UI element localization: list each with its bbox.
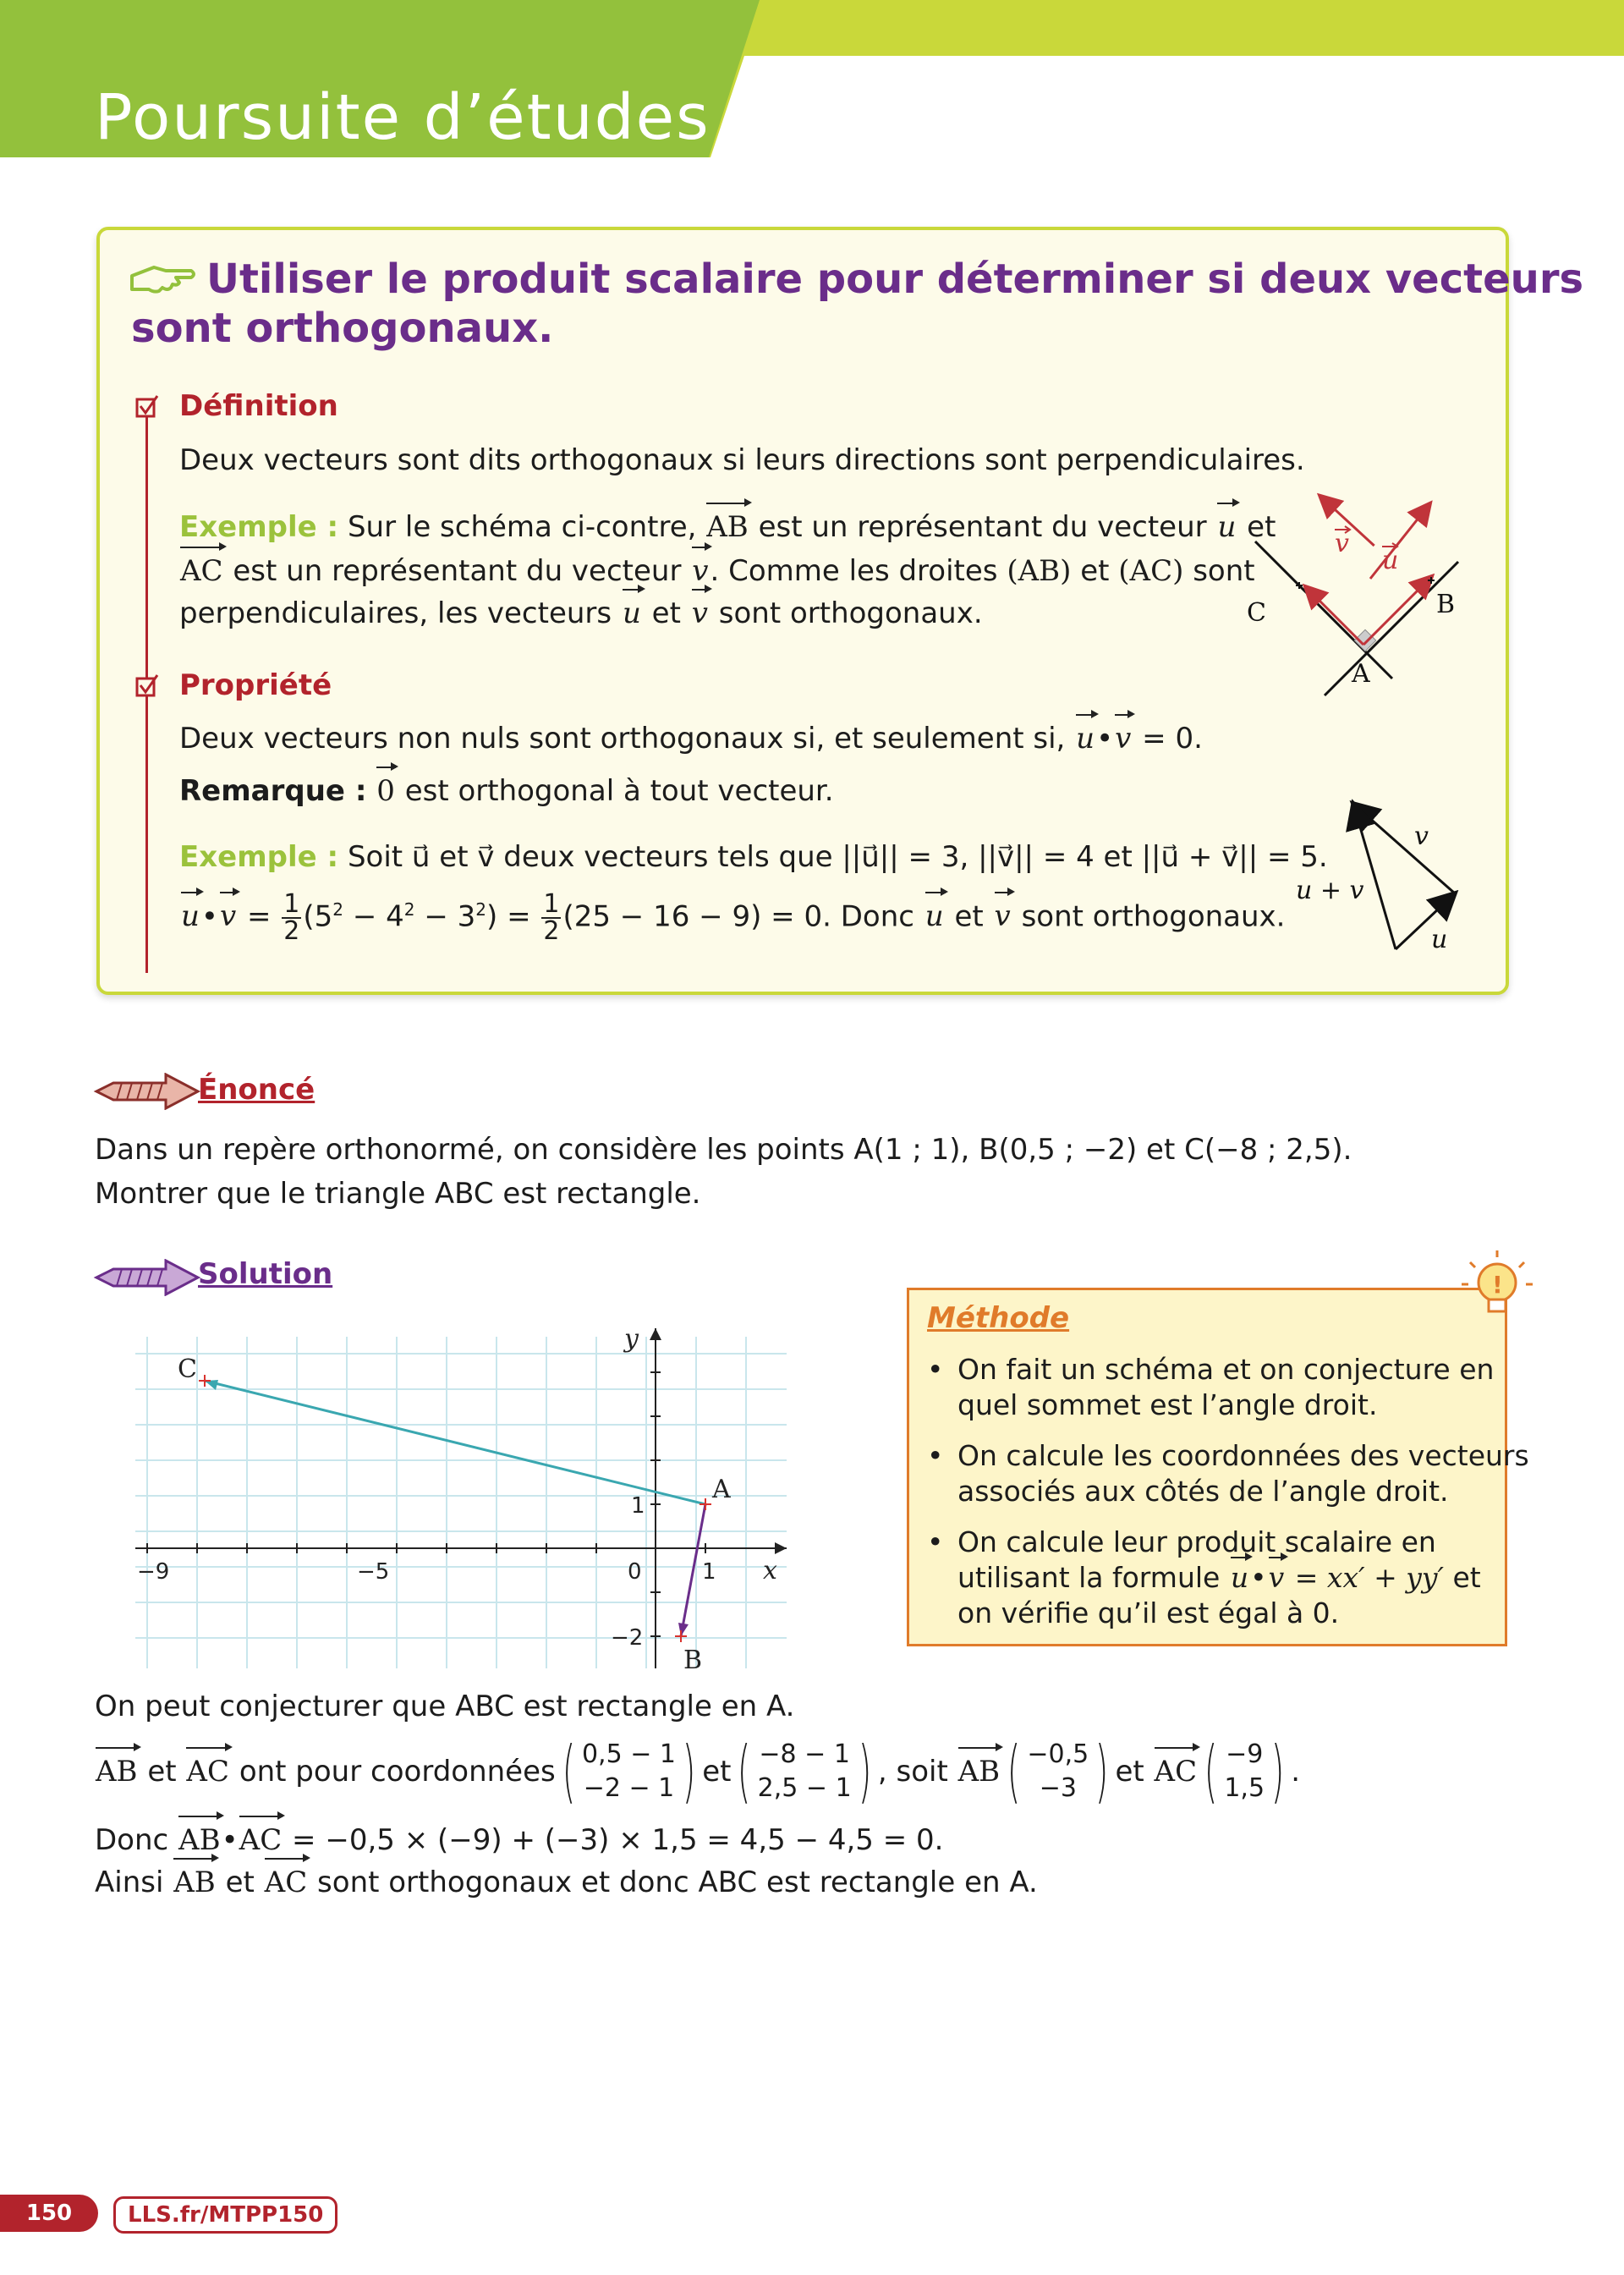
tick-m2: −2 (611, 1625, 644, 1651)
exemple2-label: Exemple : (179, 840, 339, 874)
vec-ac: AC (179, 550, 224, 592)
orthogonal-diagram (1243, 491, 1472, 702)
point-c-label: C (178, 1355, 197, 1384)
x-axis-label: x (763, 1556, 777, 1585)
svg-text:u: u (1382, 546, 1399, 575)
vec-u: u (621, 592, 643, 635)
exemple1-i: et (651, 596, 681, 630)
propriete-sentence: Deux vecteurs non nuls sont orthogonaux si, et seulement si, (179, 722, 1066, 756)
methode-item-cont: on vérifie qu’il est égal à 0. (957, 1596, 1340, 1629)
exemple2-line1 (179, 836, 1328, 878)
coordinate-graph (127, 1320, 795, 1675)
methode-item-cont: utilisant la formule u•v = xx′ + yy′ et (957, 1561, 1481, 1594)
tick-m5: −5 (357, 1559, 390, 1585)
vec-u: u (1215, 506, 1237, 548)
tick-m9: −9 (137, 1559, 170, 1585)
methode-list (927, 1352, 1529, 1631)
enonce-line1: Dans un repère orthonormé, on considère les points A(1 ; 1), B(0,5 ; −2) et C(−8 ; 2,5). (95, 1133, 1352, 1167)
pencil-arrow-icon (93, 1259, 203, 1296)
methode-item: • On calcule les coordonnées des vecteurs (927, 1439, 1529, 1472)
droite-ac: (AC) (1118, 554, 1184, 588)
methode-title: Méthode (927, 1301, 1070, 1335)
lightbulb-icon (1458, 1247, 1536, 1325)
page-number: 150 (0, 2195, 98, 2232)
vec-v: v (690, 550, 710, 592)
tick-one-x: 1 (702, 1559, 716, 1585)
solution-label: Solution (198, 1257, 333, 1291)
point-b-label: B (683, 1646, 703, 1675)
enonce-label: Énoncé (198, 1073, 315, 1107)
methode-item: • On fait un schéma et on conjecture en (927, 1353, 1495, 1386)
exemple1-d: est un représentant du vecteur (233, 554, 682, 588)
exemple1-line3 (179, 592, 983, 635)
propriete-text: Deux vecteurs non nuls sont orthogonaux si, et seulement si, u•v = 0. (179, 717, 1203, 760)
exemple1-j: sont orthogonaux. (718, 596, 983, 630)
exemple1-line2 (179, 550, 1255, 592)
checkbox-icon (135, 394, 161, 420)
remarque-label: Remarque : (179, 774, 367, 808)
exemple1-h: perpendiculaires, les vecteurs (179, 596, 612, 630)
tick-zero: 0 (628, 1559, 642, 1585)
tick-one-y: 1 (631, 1493, 645, 1519)
y-axis-label: y (624, 1324, 639, 1354)
exemple2-mid: (25 − 16 − 9) = 0. Donc (562, 899, 914, 934)
sol-line4: Ainsi AB et AC sont orthogonaux et donc ABC est rectangle en A. (95, 1861, 1038, 1904)
exemple1-b: est un représentant du vecteur (758, 510, 1207, 544)
pointing-hand-icon (129, 259, 198, 298)
svg-text:v: v (1414, 822, 1429, 851)
exemple2-text: Soit u⃗ et v⃗ deux vecteurs tels que ||u⃗|| = 3, ||v⃗|| = 4 et ||u⃗ + v⃗|| = 5. (347, 840, 1328, 874)
exemple1-g: sont (1193, 554, 1255, 588)
label-c: C (1247, 598, 1266, 628)
box-title: Utiliser le produit scalaire pour déterminer si deux vecteurs (206, 256, 1584, 303)
exemple-label: Exemple : (179, 510, 339, 544)
vec-u: u (1074, 717, 1096, 760)
droite-ab: (AB) (1007, 554, 1072, 588)
svg-text:u: u (1431, 925, 1448, 954)
footer-link[interactable]: LLS.fr/MTPP150 (113, 2196, 337, 2234)
exemple1-c: et (1247, 510, 1276, 544)
svg-text:!: ! (1492, 1271, 1503, 1299)
definition-text: Deux vecteurs sont dits orthogonaux si leurs directions sont perpendiculaires. (179, 443, 1305, 477)
label-a: A (1352, 659, 1370, 689)
svg-text:v: v (1335, 529, 1349, 558)
sol-line1: On peut conjecturer que ABC est rectangle en A. (95, 1690, 795, 1723)
methode-item-cont: associés aux côtés de l’angle droit. (957, 1475, 1449, 1508)
svg-text:u + v: u + v (1296, 876, 1364, 905)
vec-zero: 0 (376, 770, 396, 812)
methode-item: • On calcule leur produit scalaire en (927, 1525, 1436, 1558)
exemple1 (179, 506, 1276, 548)
propriete-eq: = 0. (1142, 722, 1203, 756)
sol-line2: AB et AC ont pour coordonnées ( 0,5 − 1 −2 − 1 ) et ( −8 − 1 2,5 − 1 ) , soit AB ( −0,5 −3 ) et AC ( −9 1,5 ) . (96, 1732, 1301, 1811)
exemple2-end: sont orthogonaux. (1021, 899, 1286, 934)
vec-ab: AB (705, 506, 749, 548)
methode-item-cont: quel sommet est l’angle droit. (957, 1388, 1378, 1421)
label-b: B (1436, 590, 1456, 619)
definition-label: Définition (179, 389, 338, 423)
exemple1-f: et (1080, 554, 1110, 588)
propriete-label: Propriété (179, 668, 332, 702)
vector-sum-diagram (1294, 787, 1489, 956)
remarque-text: est orthogonal à tout vecteur. (404, 774, 834, 808)
remarque (179, 770, 834, 812)
fraction-half: $\frac{1}{2}$ (283, 888, 300, 946)
box-title-2: sont orthogonaux. (131, 305, 554, 352)
pencil-arrow-icon (93, 1073, 203, 1110)
sol-line3: Donc AB•AC = −0,5 × (−9) + (−3) × 1,5 = 4,5 − 4,5 = 0. (95, 1819, 943, 1861)
vec-v: v (1113, 717, 1133, 760)
page-title: Poursuite d’études (95, 81, 710, 154)
exemple1-e: . Comme les droites (710, 554, 998, 588)
enonce-line2: Montrer que le triangle ABC est rectangle. (95, 1177, 701, 1211)
fraction-half: $\frac{1}{2}$ (543, 888, 560, 946)
checkbox-icon (135, 673, 161, 699)
point-a-label: A (712, 1475, 731, 1504)
exemple2-line2: u•v = $\frac{1}{2}$ $(5^2 - 4^2 - 3^2)$ = $\frac{1}{2}$ (25 − 16 − 9) = 0. Donc u et v sont orthogonaux. (181, 888, 1286, 946)
exemple1-a: Sur le schéma ci-contre, (347, 510, 697, 544)
vec-v: v (690, 592, 710, 635)
